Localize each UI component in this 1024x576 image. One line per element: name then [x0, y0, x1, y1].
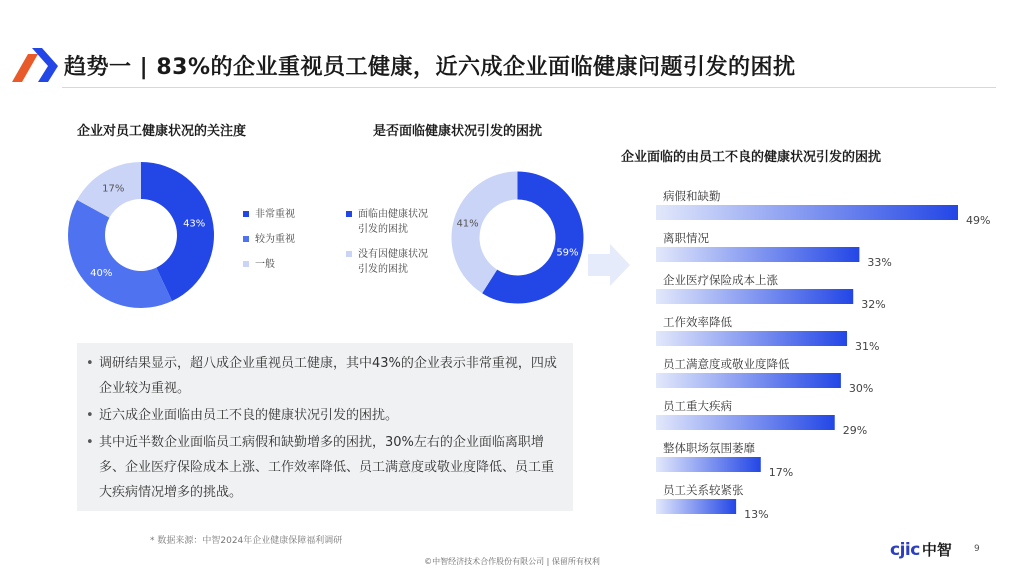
- bar-category-label: 离职情况: [663, 231, 709, 245]
- legend-troubles: [346, 207, 428, 287]
- bar-value-label: 13%: [744, 508, 769, 520]
- chart3-title: 企业面临的由员工不良的健康状况引发的困扰: [621, 150, 882, 165]
- copyright-footer: ©中智经济技术合作股份有限公司 | 保留所有权利: [424, 557, 600, 566]
- legend-swatch: [243, 211, 249, 217]
- bar-category-label: 工作效率降低: [663, 315, 732, 329]
- chart2-title: 是否面临健康状况引发的困扰: [373, 124, 543, 139]
- bar-value-label: 33%: [867, 256, 892, 269]
- bar-category-label: 员工重大疾病: [663, 399, 732, 413]
- legend-label: 一般: [255, 259, 275, 270]
- bar-value-label: 49%: [966, 214, 991, 227]
- brand-name: 中智: [921, 541, 952, 559]
- bar-value-label: 17%: [768, 466, 794, 479]
- legend-swatch: [346, 211, 352, 217]
- legend-item: [243, 257, 295, 272]
- data-source-note: * 数据来源：中智2024年企业健康保障福利调研: [150, 536, 343, 546]
- bar-category-label: 整体职场氛围萎靡: [663, 441, 755, 455]
- legend-item: [243, 232, 295, 247]
- donut-value-label: 17%: [102, 183, 125, 195]
- brand-stripe-icon: [8, 46, 58, 86]
- brand-logo: [890, 539, 952, 560]
- bar-category-label: 员工关系较紧张: [663, 483, 744, 497]
- bar-value-label: 29%: [842, 424, 868, 437]
- bar: [656, 373, 841, 388]
- donut-slice: [68, 200, 172, 308]
- bar: [656, 289, 853, 304]
- bar-value-label: 32%: [861, 298, 886, 311]
- bar-chart-troubles: [600, 180, 1000, 520]
- legend-swatch: [346, 251, 352, 257]
- page-title: 趋势一 | 83%的企业重视员工健康，近六成企业面临健康问题引发的困扰: [64, 55, 796, 80]
- donut-value-label: 41%: [456, 218, 479, 230]
- legend-item: [346, 247, 428, 277]
- bar: [656, 331, 847, 346]
- donut-chart-attention: [66, 160, 216, 310]
- page-number: 9: [974, 544, 980, 554]
- bar-category-label: 员工满意度或敬业度降低: [663, 357, 790, 371]
- legend-swatch: [243, 261, 249, 267]
- chart1-title: 企业对员工健康状况的关注度: [77, 124, 247, 139]
- summary-bullet: • 调研结果显示，超八成企业重视员工健康，其中43%的企业表示非常重视，四成企业较为重视。: [85, 351, 565, 401]
- donut-chart-troubles: [450, 170, 585, 305]
- bar-value-label: 30%: [848, 382, 874, 395]
- title-divider: [62, 87, 996, 88]
- legend-label: 面临由健康状况 引发的困扰: [358, 209, 428, 235]
- bar-category-label: 企业医疗保险成本上涨: [663, 273, 778, 287]
- summary-box: [77, 343, 573, 511]
- legend-item: [346, 207, 428, 237]
- legend-attention: [243, 207, 295, 282]
- bar: [656, 415, 835, 430]
- legend-label: 非常重视: [255, 209, 295, 220]
- donut-value-label: 59%: [556, 247, 579, 259]
- donut-value-label: 43%: [183, 218, 206, 230]
- bar: [656, 247, 859, 262]
- bar-category-label: 病假和缺勤: [663, 189, 721, 203]
- bar-value-label: 31%: [855, 340, 880, 353]
- donut-value-label: 40%: [90, 267, 113, 279]
- legend-swatch: [243, 236, 249, 242]
- legend-item: [243, 207, 295, 222]
- summary-bullet: • 近六成企业面临由员工不良的健康状况引发的困扰。: [85, 403, 565, 428]
- bar: [656, 205, 958, 220]
- bar: [656, 457, 761, 472]
- legend-label: 没有因健康状况 引发的困扰: [358, 249, 428, 275]
- legend-label: 较为重视: [255, 234, 295, 245]
- summary-bullet: • 其中近半数企业面临员工病假和缺勤增多的困扰，30%左右的企业面临离职增多、企业医疗保险成本上涨、工作效率降低、员工满意度或敬业度降低、员工重大疾病情况增多的挑战。: [85, 430, 565, 505]
- bar: [656, 499, 736, 514]
- brand-mark: cjic: [890, 539, 920, 560]
